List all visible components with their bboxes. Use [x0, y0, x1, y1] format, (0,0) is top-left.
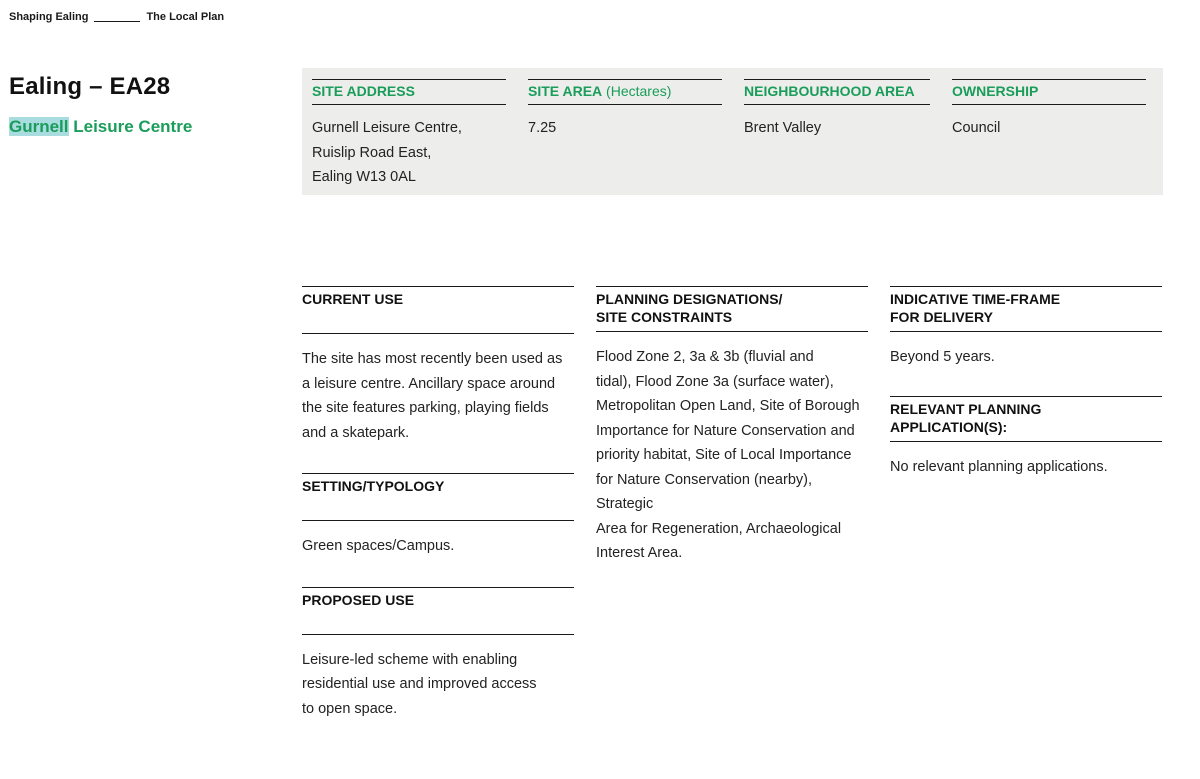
current-use-heading: CURRENT USE [302, 286, 574, 334]
site-area-column [528, 79, 722, 141]
site-area-label [528, 79, 722, 105]
setting-heading: SETTING/TYPOLOGY [302, 473, 574, 521]
proposed-use-section [302, 587, 574, 750]
site-reference: Ealing – EA28 [9, 73, 171, 100]
site-area-label-main: SITE AREA [528, 83, 603, 99]
site-address-value: Gurnell Leisure Centre, Ruislip Road East, Ealing W13 0AL [312, 120, 462, 185]
header-document-title: Shaping Ealing [9, 11, 89, 23]
setting-body: Green spaces/Campus. [302, 538, 455, 554]
timeframe-heading: INDICATIVE TIME-FRAME FOR DELIVERY [890, 286, 1162, 332]
applications-body: No relevant planning applications. [890, 458, 1108, 475]
neighbourhood-column [744, 79, 930, 141]
neighbourhood-label: NEIGHBOURHOOD AREA [744, 79, 930, 105]
planning-body: Flood Zone 2, 3a & 3b (fluvial and tidal), Flood Zone 3a (surface water), Metropolitan Open Land, Site of Borough Importance for Nature Conservation and priority habitat, Site of Local Importance for Nature Conservation (nearby), Strategic Area for Regeneration, Archaeological Interest Area. [596, 349, 860, 561]
current-use-section [302, 286, 574, 473]
planning-section [596, 286, 868, 594]
timeframe-section [890, 286, 1162, 396]
planning-heading: PLANNING DESIGNATIONS/ SITE CONSTRAINTS [596, 286, 868, 332]
site-area-value: 7.25 [528, 120, 557, 136]
site-info-box [302, 68, 1163, 195]
neighbourhood-value: Brent Valley [744, 120, 822, 136]
current-use-body: The site has most recently been used as a leisure centre. Ancillary space around the site features parking, playing fields and a skatepark. [302, 351, 563, 441]
ownership-column [952, 79, 1146, 141]
site-address-label: SITE ADDRESS [312, 79, 506, 105]
proposed-use-heading: PROPOSED USE [302, 587, 574, 635]
detail-column-3 [890, 286, 1162, 507]
header-section-title: The Local Plan [146, 11, 225, 23]
site-name-rest: Leisure Centre [68, 117, 193, 136]
proposed-use-body: Leisure-led scheme with enabling residential use and improved access to open space. [302, 651, 537, 717]
detail-column-1 [302, 286, 574, 749]
site-address-column [312, 79, 506, 190]
header-divider [94, 21, 140, 22]
setting-section [302, 473, 574, 587]
running-header [9, 11, 224, 23]
site-area-label-unit: (Hectares) [602, 83, 672, 99]
ownership-value: Council [952, 120, 1001, 136]
ownership-label: OWNERSHIP [952, 79, 1146, 105]
detail-column-2 [596, 286, 868, 594]
timeframe-body: Beyond 5 years. [890, 349, 995, 365]
applications-section [890, 396, 1162, 508]
site-name-highlight: Gurnell [9, 117, 69, 136]
site-name [9, 117, 192, 137]
applications-heading: RELEVANT PLANNING APPLICATION(S): [890, 396, 1162, 442]
